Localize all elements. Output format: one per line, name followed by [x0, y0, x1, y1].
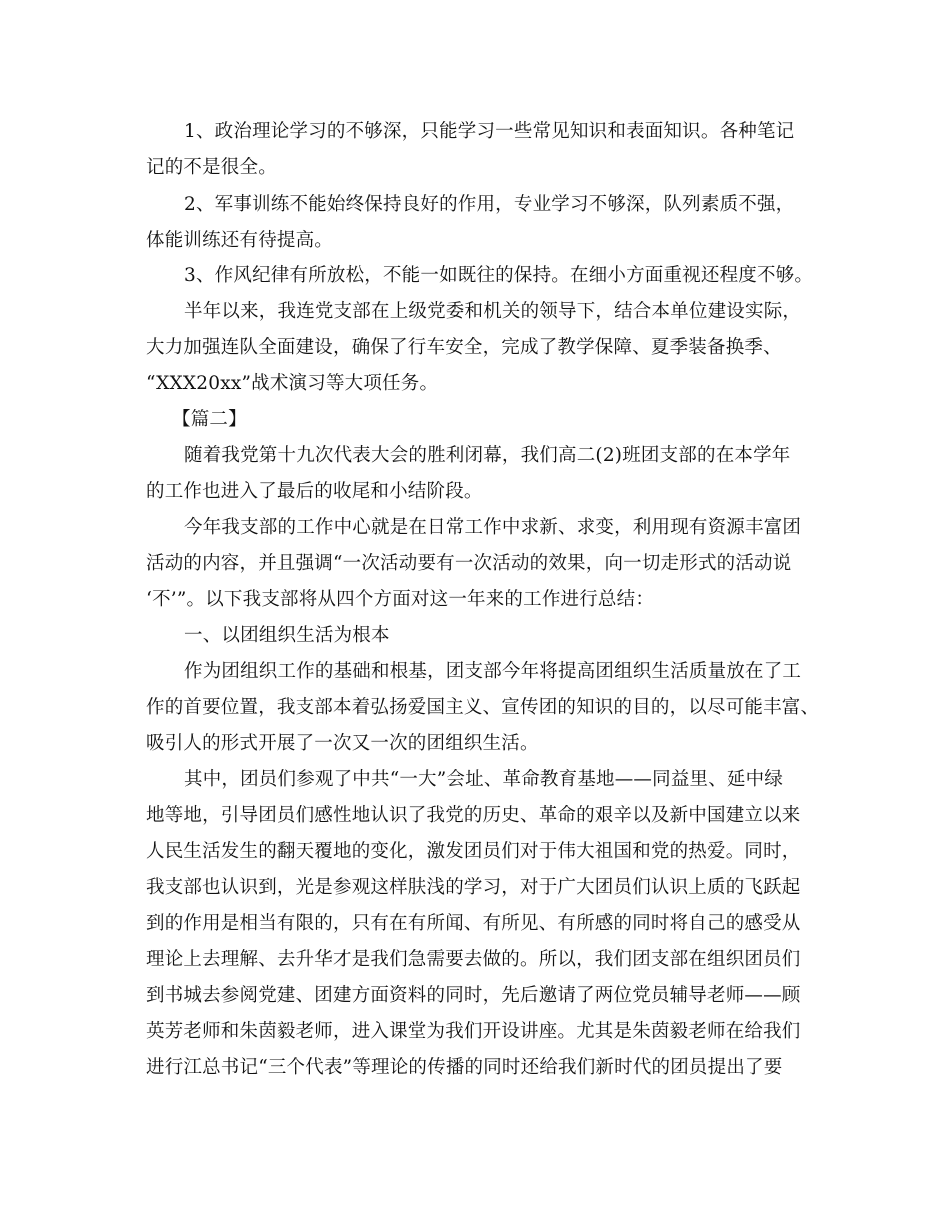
paragraph-line: 到的作用是相当有限的，只有在有所闻、有所见、有所感的同时将自己的感受从 — [146, 913, 801, 934]
paragraph-line: 英芳老师和朱茵毅老师，进入课堂为我们开设讲座。尤其是朱茵毅老师在给我们 — [146, 1021, 801, 1042]
paragraph-line: 今年我支部的工作中心就是在日常工作中求新、求变，利用现有资源丰富团 — [184, 517, 802, 538]
paragraph-line: 其中，团员们参观了中共“一大”会址、革命教育基地——同益里、延中绿 — [184, 769, 784, 790]
paragraph-line: 2、军事训练不能始终保持良好的作用，专业学习不够深，队列素质不强， — [184, 194, 795, 215]
paragraph-line: 进行江总书记“三个代表”等理论的传播的同时还给我们新时代的团员提出了要 — [146, 1057, 783, 1078]
paragraph-line: 到书城去参阅党建、团建方面资料的同时，先后邀请了两位党员辅导老师——顾 — [146, 985, 801, 1006]
section-heading: 【篇二】 — [172, 409, 247, 430]
paragraph-line: 记的不是很全。 — [146, 157, 277, 178]
paragraph-line: 3、作风纪律有所放松，不能一如既往的保持。在细小方面重视还程度不够。 — [184, 265, 814, 286]
paragraph-line: 我支部也认识到，光是参观这样肤浅的学习，对于广大团员们认识上质的飞跃起 — [146, 877, 801, 898]
paragraph-line: 地等地，引导团员们感性地认识了我党的历史、革命的艰辛以及新中国建立以来 — [146, 805, 801, 826]
paragraph-line: 活动的内容，并且强调“一次活动要有一次活动的效果，向一切走形式的活动说 — [146, 553, 792, 574]
subheading: 一、以团组织生活为根本 — [184, 625, 390, 646]
paragraph-line: 随着我党第十九次代表大会的胜利闭幕，我们高二(2)班团支部的在本学年 — [184, 445, 791, 466]
paragraph-line: “XXX20xx”战术演习等大项任务。 — [146, 373, 439, 394]
paragraph-line: 体能训练还有待提高。 — [146, 230, 334, 251]
paragraph-line: 大力加强连队全面建设，确保了行车安全，完成了教学保障、夏季装备换季、 — [146, 337, 782, 358]
paragraph-line: 作的首要位置，我支部本着弘扬爱国主义、宣传团的知识的目的，以尽可能丰富、 — [146, 697, 820, 718]
paragraph-line: 吸引人的形式开展了一次又一次的团组织生活。 — [146, 733, 539, 754]
paragraph-line: 人民生活发生的翻天覆地的变化，激发团员们对于伟大祖国和党的热爱。同时， — [146, 841, 801, 862]
paragraph-line: ‘不’”。以下我支部将从四个方面对这一年来的工作进行总结： — [146, 589, 655, 610]
paragraph-line: 半年以来，我连党支部在上级党委和机关的领导下，结合本单位建设实际， — [184, 301, 802, 322]
paragraph-line: 作为团组织工作的基础和根基，团支部今年将提高团组织生活质量放在了工 — [184, 661, 802, 682]
paragraph-line: 1、政治理论学习的不够深，只能学习一些常见知识和表面知识。各种笔记 — [184, 121, 795, 142]
paragraph-line: 的工作也进入了最后的收尾和小结阶段。 — [146, 481, 483, 502]
paragraph-line: 理论上去理解、去升华才是我们急需要去做的。所以，我们团支部在组织团员们 — [146, 949, 801, 970]
